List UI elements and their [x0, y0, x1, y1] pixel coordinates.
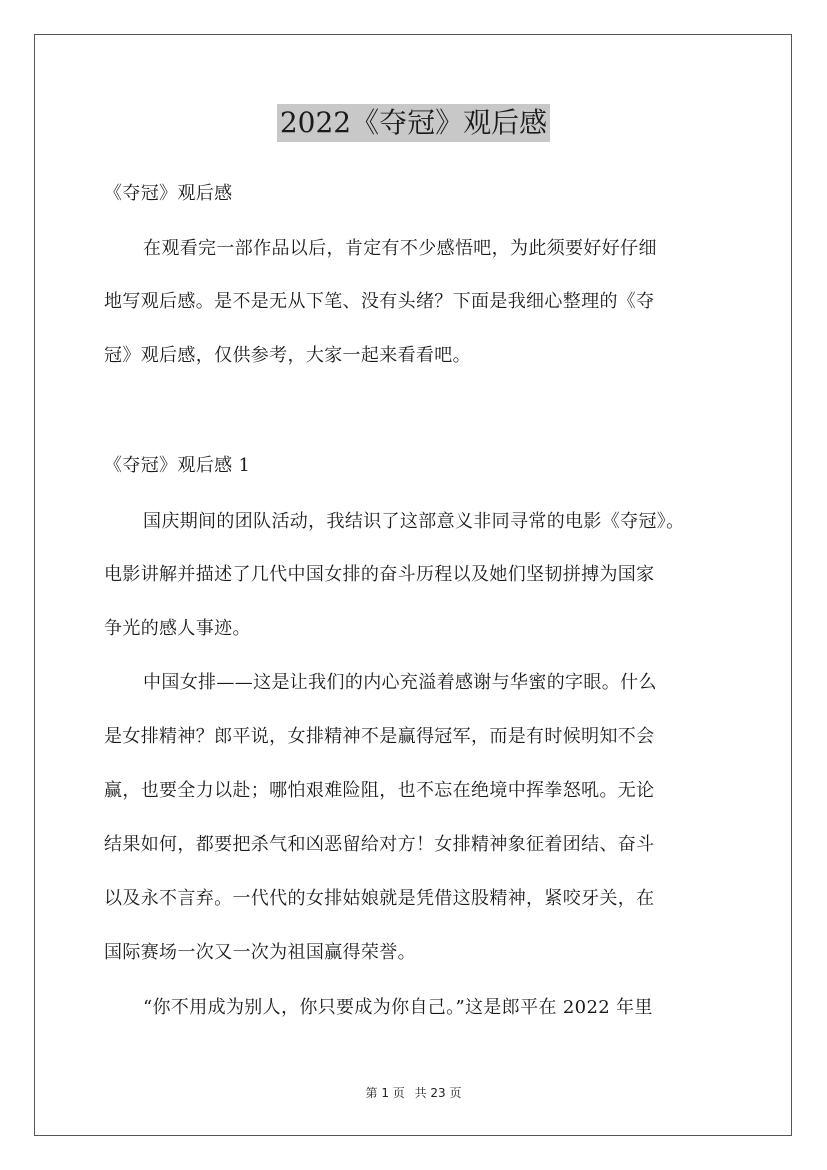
title-container: [0, 104, 827, 142]
intro-line-1: 在观看完一部作品以后，肯定有不少感悟吧，为此须要好好仔细: [143, 238, 657, 259]
intro-line-2: 地写观后感。是不是无从下笔、没有头绪？下面是我细心整理的《夺: [104, 291, 655, 312]
para2-line-1: 中国女排——这是让我们的内心充溢着感谢与华蜜的字眼。什么: [143, 672, 657, 693]
page-footer: [0, 1085, 827, 1101]
subsection-heading: 《夺冠》观后感 1: [104, 455, 251, 476]
para2-line-6: 国际赛场一次又一次为祖国赢得荣誉。: [104, 942, 416, 963]
para1-line-1: 国庆期间的团队活动，我结识了这部意义非同寻常的电影《夺冠》。: [143, 511, 685, 532]
para2-line-2: 是女排精神？郎平说，女排精神不是赢得冠军，而是有时候明知不会: [104, 726, 655, 747]
document-title: 2022《夺冠》观后感: [277, 104, 550, 142]
para1-line-2: 电影讲解并描述了几代中国女排的奋斗历程以及她们坚韧拼搏为国家: [104, 564, 655, 585]
para2-line-5: 以及永不言弃。一代代的女排姑娘就是凭借这股精神，紧咬牙关，在: [104, 888, 655, 909]
para2-line-4: 结果如何，都要把杀气和凶恶留给对方！女排精神象征着团结、奋斗: [104, 834, 655, 855]
intro-line-3: 冠》观后感，仅供参考，大家一起来看看吧。: [104, 345, 471, 366]
para3-line-1: “你不用成为别人，你只要成为你自己。”这是郎平在 2022 年里: [143, 997, 653, 1018]
page-number: 第 1 页: [365, 1086, 405, 1100]
section-heading: 《夺冠》观后感: [104, 183, 233, 204]
para1-line-3: 争光的感人事迹。: [104, 618, 251, 639]
para2-line-3: 赢，也要全力以赴；哪怕艰难险阻，也不忘在绝境中挥拳怒吼。无论: [104, 780, 655, 801]
total-pages: 共 23 页: [414, 1086, 462, 1100]
